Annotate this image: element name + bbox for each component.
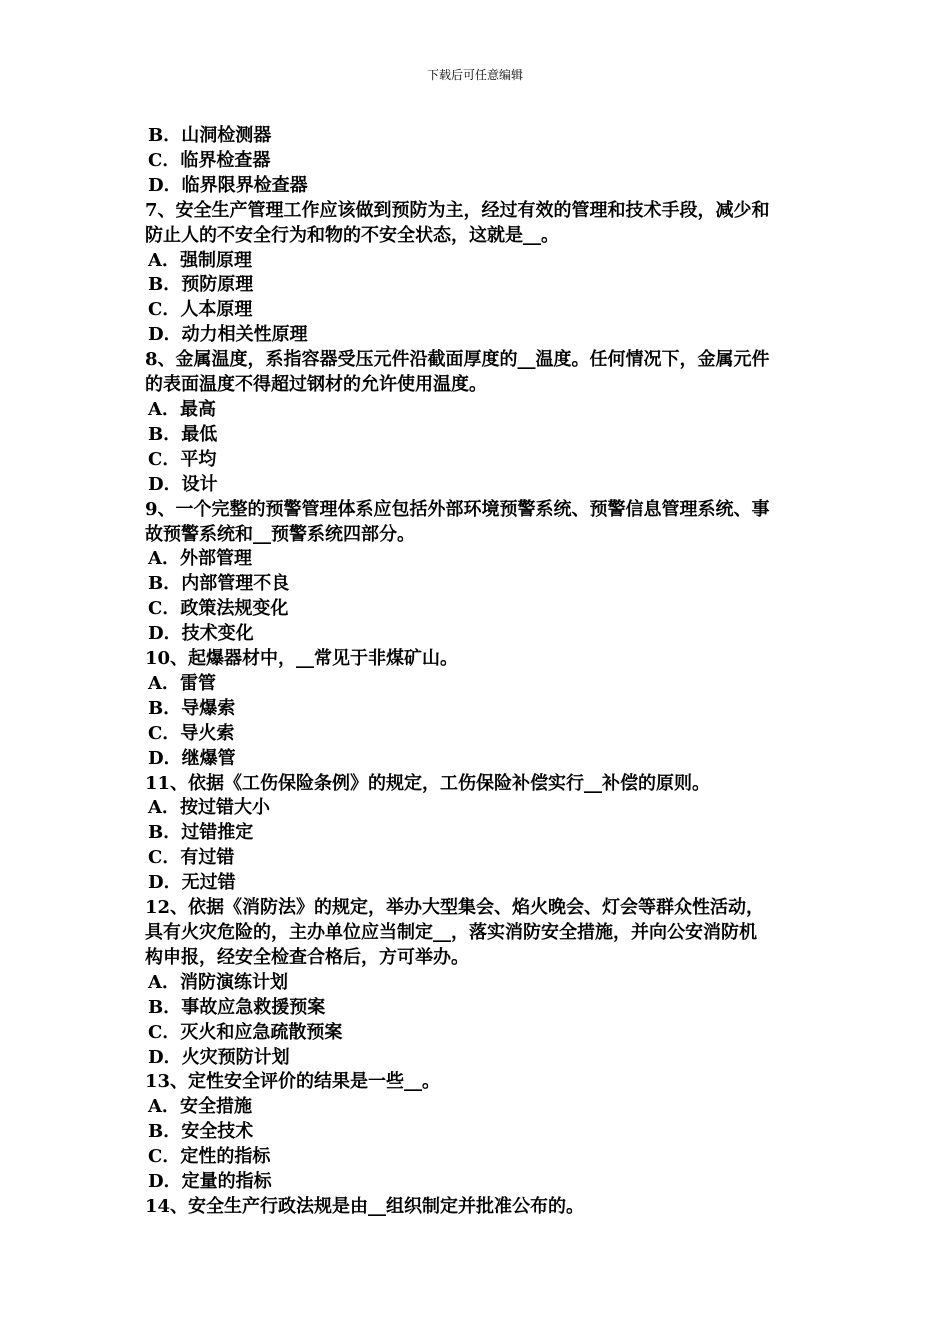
answer-option: D．定量的指标 xyxy=(148,1171,272,1193)
question-line: 13、定性安全评价的结果是一些__。 xyxy=(145,1071,441,1093)
question-line: 构申报，经安全检查合格后，方可举办。 xyxy=(145,946,469,968)
answer-option: C．人本原理 xyxy=(148,299,253,321)
document-body xyxy=(145,124,810,1220)
answer-option: D．动力相关性原理 xyxy=(148,324,308,346)
answer-option: C．有过错 xyxy=(148,847,235,869)
question-text-block xyxy=(145,772,810,797)
question-line: 7、安全生产管理工作应该做到预防为主，经过有效的管理和技术手段，减少和 xyxy=(145,199,770,221)
question-text-block xyxy=(145,1070,810,1095)
question-line: 故预警系统和__预警系统四部分。 xyxy=(145,523,415,545)
answer-option: A．最高 xyxy=(148,398,216,420)
answer-option: B．最低 xyxy=(148,423,218,445)
question-text-block xyxy=(145,498,810,523)
answer-option: D．无过错 xyxy=(148,872,236,894)
answer-option: B．事故应急救援预案 xyxy=(148,996,326,1018)
answer-option: B．山洞检测器 xyxy=(148,125,272,146)
answer-option: D．技术变化 xyxy=(148,623,254,645)
question-line: 10、起爆器材中，__常见于非煤矿山。 xyxy=(145,648,459,670)
answer-option: D．火灾预防计划 xyxy=(148,1046,290,1068)
question-text-block xyxy=(145,199,810,224)
question-line: 12、依据《消防法》的规定，举办大型集会、焰火晚会、灯会等群众性活动， xyxy=(145,897,765,919)
question-line: 防止人的不安全行为和物的不安全状态，这就是__。 xyxy=(145,224,559,246)
answer-option: A．按过错大小 xyxy=(148,797,270,819)
answer-option: B．过错推定 xyxy=(148,822,254,844)
answer-option: B．导爆索 xyxy=(148,697,236,719)
question-line: 11、依据《工伤保险条例》的规定，工伤保险补偿实行__补偿的原则。 xyxy=(145,772,711,794)
answer-option: B．内部管理不良 xyxy=(148,573,290,595)
question-line: 的表面温度不得超过钢材的允许使用温度。 xyxy=(145,374,487,396)
answer-option: B．预防原理 xyxy=(148,274,254,296)
answer-option: C．导火索 xyxy=(148,722,235,744)
question-text-block xyxy=(145,921,810,946)
answer-option: C．定性的指标 xyxy=(148,1146,271,1168)
question-text-block xyxy=(145,946,810,971)
question-text-block xyxy=(145,1195,810,1220)
answer-option: D．设计 xyxy=(148,473,218,495)
answer-option: A．安全措施 xyxy=(148,1096,252,1118)
question-text-block xyxy=(145,348,810,373)
question-text-block xyxy=(145,647,810,672)
question-text-block xyxy=(145,373,810,398)
answer-option: D．继爆管 xyxy=(148,747,236,769)
answer-option: C．灭火和应急疏散预案 xyxy=(148,1021,343,1043)
question-line: 14、安全生产行政法规是由__组织制定并批准公布的。 xyxy=(145,1195,585,1217)
question-line: 8、金属温度，系指容器受压元件沿截面厚度的__温度。任何情况下，金属元件 xyxy=(145,349,770,371)
answer-option: A．外部管理 xyxy=(148,548,252,570)
question-text-block xyxy=(145,224,810,249)
question-line: 9、一个完整的预警管理体系应包括外部环境预警系统、预警信息管理系统、事 xyxy=(145,498,770,520)
answer-option: B．安全技术 xyxy=(148,1121,254,1143)
page-header: 下载后可任意编辑 xyxy=(426,68,523,82)
question-line: 具有火灾危险的，主办单位应当制定__，落实消防安全措施，并向公安消防机 xyxy=(145,922,757,943)
answer-option: A．消防演练计划 xyxy=(148,971,288,993)
answer-option: D．临界限界检查器 xyxy=(148,174,308,196)
answer-option: C．政策法规变化 xyxy=(148,598,289,620)
answer-option: A．雷管 xyxy=(148,672,216,694)
answer-option: A．强制原理 xyxy=(148,249,252,271)
answer-option: C．平均 xyxy=(148,448,217,470)
question-text-block xyxy=(145,896,810,921)
question-text-block xyxy=(145,523,810,548)
answer-option: C．临界检查器 xyxy=(148,149,271,171)
